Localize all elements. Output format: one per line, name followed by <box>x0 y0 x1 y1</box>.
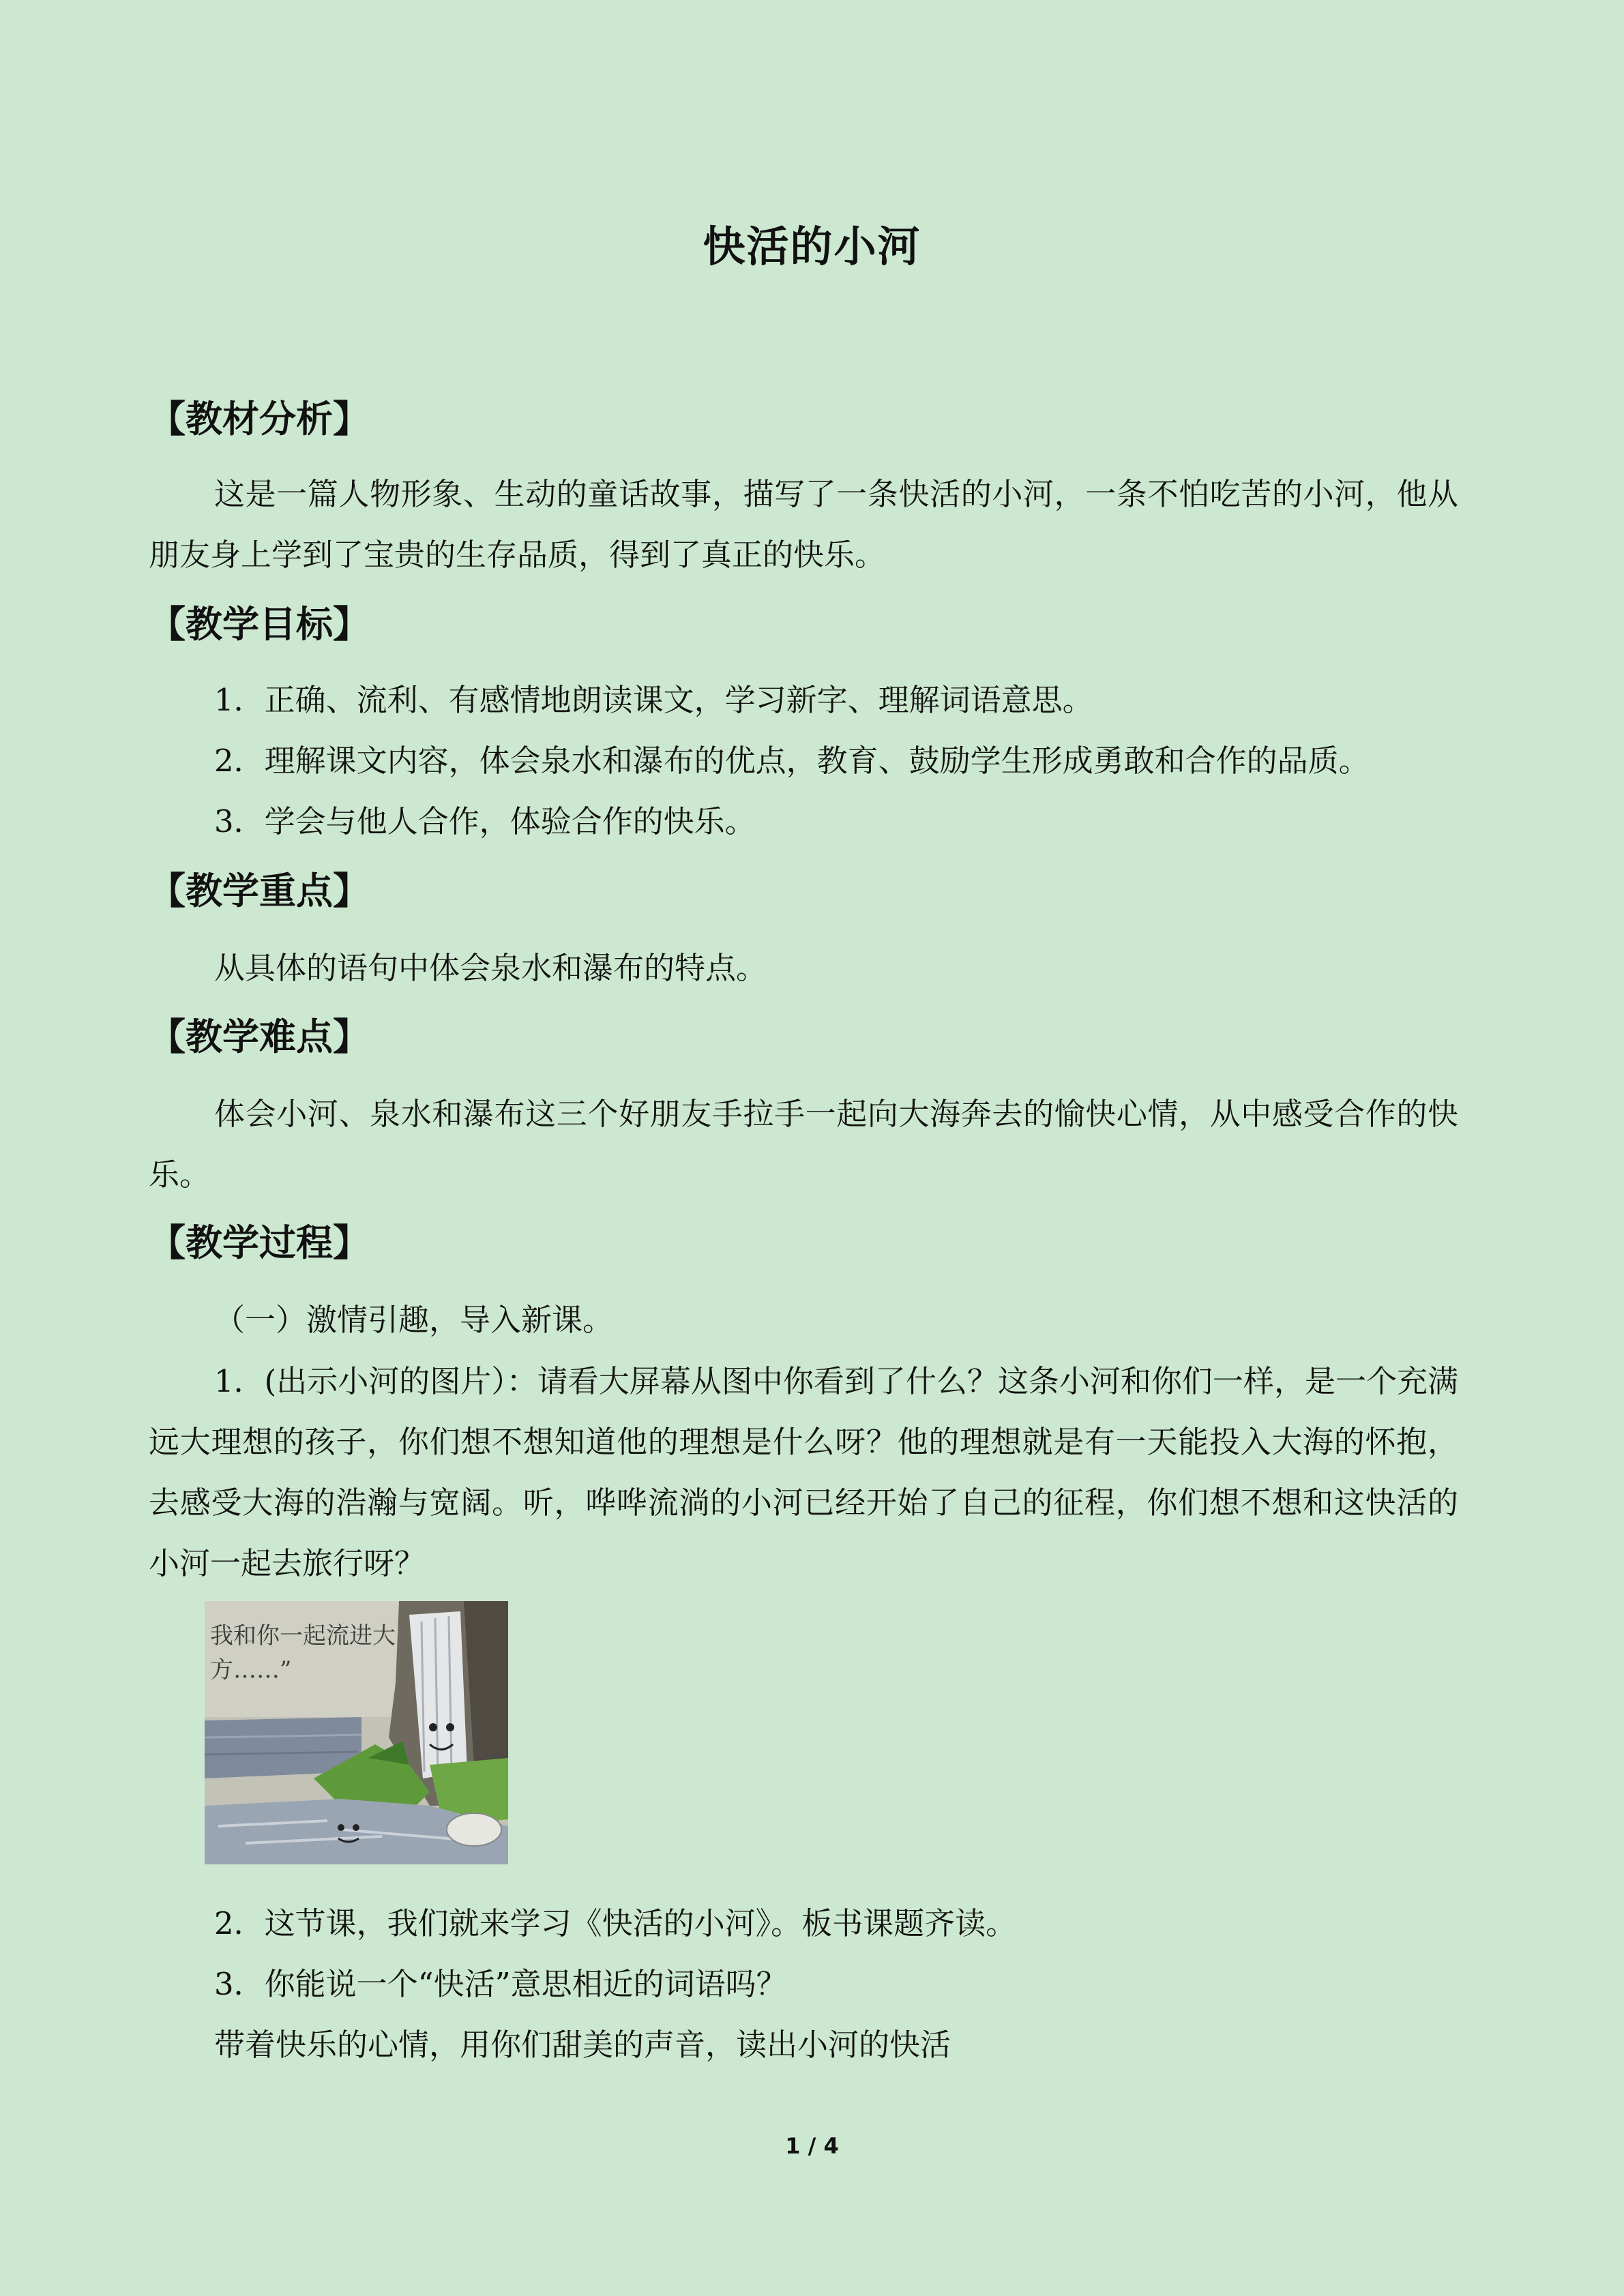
heading-process: 【教学过程】 <box>149 1221 370 1264</box>
river-waterfall-illustration <box>205 1601 508 1864</box>
page-title: 快活的小河 <box>703 222 921 271</box>
process-item-1: 1．(出示小河的图片）：请看大屏幕从图中你看到了什么？这条小河和你们一样，是一个充满远大理想的孩子，你们想不想知道他的理想是什么呀？他的理想就是有一天能投入大海的怀抱，去感受大海的浩瀚与宽阔。听，哗哗流淌的小河已经开始了自己的征程，你们想不想和这快活的小河一起去旅行呀？ <box>149 1363 1458 1581</box>
process-step-one: （一）激情引趣，导入新课。 <box>214 1302 614 1338</box>
difficulties-paragraph: 体会小河、泉水和瀑布这三个好朋友手拉手一起向大海奔去的愉快心情，从中感受合作的快乐。 <box>149 1096 1458 1193</box>
heading-key-points: 【教学重点】 <box>149 869 370 912</box>
illustration-caption-line1: 我和你一起流进大 <box>210 1622 396 1650</box>
heading-analysis: 【教材分析】 <box>149 398 370 441</box>
objective-item-1: 1．正确、流利、有感情地朗读课文，学习新字、理解词语意思。 <box>214 682 1093 718</box>
process-item-3-follow: 带着快乐的心情，用你们甜美的声音，读出小河的快活 <box>214 2027 951 2063</box>
heading-objectives: 【教学目标】 <box>149 603 370 646</box>
analysis-paragraph: 这是一篇人物形象、生动的童话故事，描写了一条快活的小河，一条不怕吃苦的小河，他从朋友身上学到了宝贵的生存品质，得到了真正的快乐。 <box>149 476 1458 573</box>
objective-item-3: 3．学会与他人合作，体验合作的快乐。 <box>214 803 756 839</box>
heading-difficulties: 【教学难点】 <box>149 1015 370 1058</box>
page-number: 1 / 4 <box>785 2133 839 2159</box>
key-points-paragraph: 从具体的语句中体会泉水和瀑布的特点。 <box>214 950 767 986</box>
process-item-2: 2．这节课，我们就来学习《快活的小河》。板书课题齐读。 <box>214 1905 1017 1941</box>
process-item-3: 3．你能说一个“快活”意思相近的词语吗？ <box>214 1966 787 2002</box>
waterfall-illustration-svg <box>205 1601 508 1864</box>
illustration-caption-line2: 方……” <box>210 1656 292 1684</box>
objective-item-2: 2．理解课文内容，体会泉水和瀑布的优点，教育、鼓励学生形成勇敢和合作的品质。 <box>214 743 1370 779</box>
